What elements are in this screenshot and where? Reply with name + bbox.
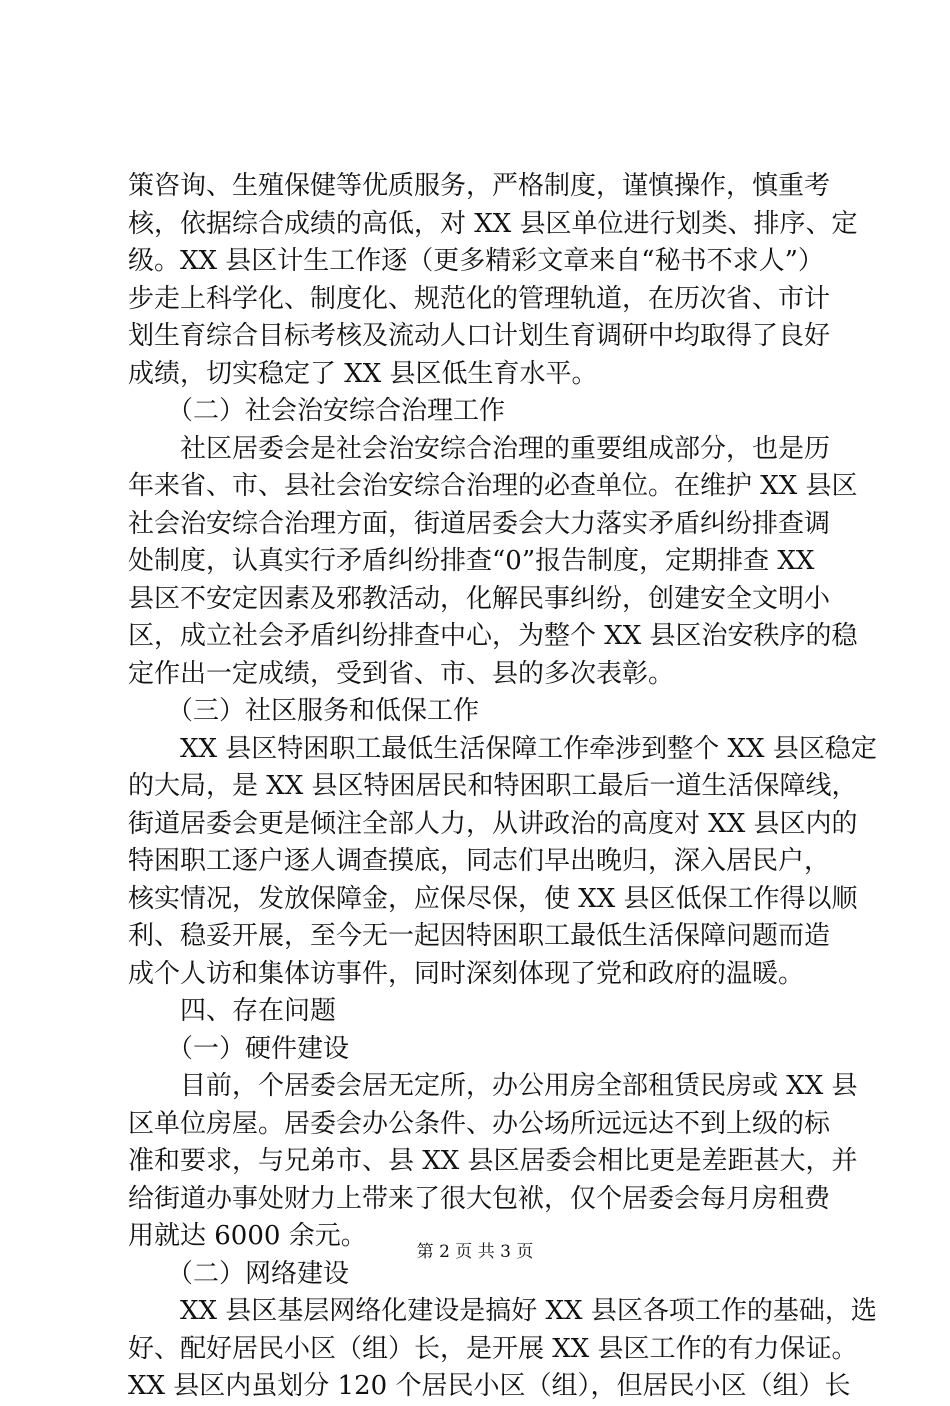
text-line: 策咨询、生殖保健等优质服务，严格制度，谨慎操作，慎重考 [128,171,831,201]
text-line: 定作出一定成绩，受到省、市、县的多次表彰。 [128,658,675,689]
text-line: 区单位房屋。居委会办公条件、办公场所远远达不到上级的标 [128,1108,831,1139]
text-line: 区，成立社会矛盾纠纷排查中心，为整个 XX 县区治安秩序的稳 [128,621,858,651]
text-line: 划生育综合目标考核及流动人口计划生育调研中均取得了良好 [128,321,831,351]
text-line: 社区居委会是社会治安综合治理的重要组成部分，也是历 [128,433,831,464]
text-line: XX 县区内虽划分 120 个居民小区（组），但居民小区（组）长 [128,1371,851,1401]
text-line: 年来省、市、县社会治安综合治理的必查单位。在维护 XX 县区 [128,471,858,501]
text-line: 级。XX 县区计生工作逐（更多精彩文章来自“秘书不求人”） [128,246,824,276]
section-heading: （二）社会治安综合治理工作 [128,396,506,426]
text-line: 社会治安综合治理方面，街道居委会大力落实矛盾纠纷排查调 [128,508,831,539]
text-line: XX 县区基层网络化建设是搞好 XX 县区各项工作的基础，选 [128,1296,877,1326]
text-line: 准和要求，与兄弟市、县 XX 县区居委会相比更是差距甚大，并 [128,1146,858,1176]
page-number-footer: 第 2 页 共 3 页 [416,1242,534,1262]
section-heading: （一）硬件建设 [128,1033,350,1064]
text-line: 县区不安定因素及邪教活动，化解民事纠纷，创建安全文明小 [128,583,831,614]
text-line: 给街道办事处财力上带来了很大包袱，仅个居委会每月房租费 [128,1183,831,1214]
text-line: 街道居委会更是倾注全部人力，从讲政治的高度对 XX 县区内的 [128,808,858,839]
text-line: 成个人访和集体访事件，同时深刻体现了党和政府的温暖。 [128,958,805,989]
text-line: 的大局，是 XX 县区特困居民和特困职工最后一道生活保障线， [128,771,858,801]
text-line: 成绩，切实稳定了 XX 县区低生育水平。 [128,358,598,389]
text-line: 利、稳妥开展，至今无一起因特困职工最低生活保障问题而造 [128,921,831,951]
text-line: 目前，个居委会居无定所，办公用房全部租赁民房或 XX 县 [128,1071,858,1101]
text-line: XX 县区特困职工最低生活保障工作牵涉到整个 XX 县区稳定 [128,733,877,764]
text-line: 处制度，认真实行矛盾纠纷排查“0”报告制度，定期排查 XX [128,546,815,576]
text-line: 好、配好居民小区（组）长，是开展 XX 县区工作的有力保证。 [128,1333,858,1364]
text-line: 核实情况，发放保障金，应保尽保，使 XX 县区低保工作得以顺 [128,883,858,914]
text-line: 核，依据综合成绩的高低，对 XX 县区单位进行划类、排序、定 [128,208,858,239]
text-line: 步走上科学化、制度化、规范化的管理轨道，在历次省、市计 [128,283,831,314]
text-line: 用就达 6000 余元。 [128,1221,367,1251]
section-heading: （二）网络建设 [128,1258,350,1289]
document-body [128,168,877,1406]
text-line: 特困职工逐户逐人调查摸底，同志们早出晚归，深入居民户， [128,846,831,876]
section-heading: 四、存在问题 [128,996,337,1026]
section-heading: （三）社区服务和低保工作 [128,696,480,726]
